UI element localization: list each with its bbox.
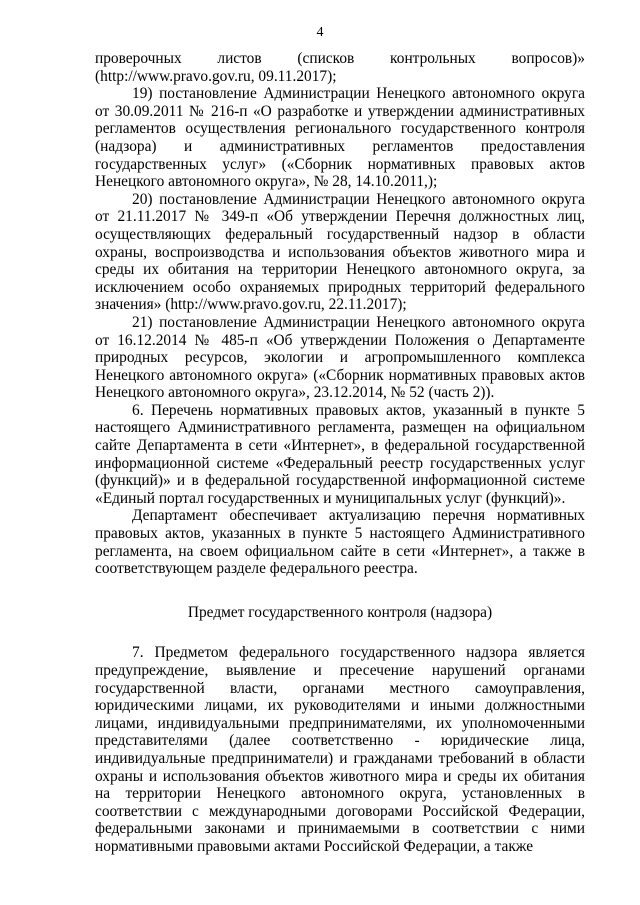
section-heading: Предмет государственного контроля (надзора) <box>187 603 493 621</box>
page-number: 4 <box>316 25 324 40</box>
paragraph-continuation: проверочных листов (списков контрольных вопросов)» (http://www.pravo.gov.ru, 09.11.2017); <box>95 50 585 85</box>
document-body <box>95 50 585 856</box>
list-item-19: 19) постановление Администрации Ненецкого автономного округа от 30.09.2011 № 216-п «О разработке и утверждении административных регламентов осуществления регионального государственного контроля (надзора) и административных регламентов предоставления государственных услуг» («Сборник нормативных правовых актов Ненецкого автономного округа», № 28, 14.10.2011,); <box>95 85 585 191</box>
paragraph-7: 7. Предметом федерального государственного надзора является предупреждение, выявление и пресечение нарушений органами государственной власти, органами местного самоуправления, юридическими лицами, их руководителями и иными должностными лицами, индивидуальными предпринимателями, их уполномоченными представителями (далее соответственно - юридические лица, индивидуальные предприниматели) и гражданами требований в области охраны и использования объектов животного мира и среды их обитания на территории Ненецкого автономного округа, установленных в соответствии с международными договорами Российской Федерации, федеральными законами и принимаемыми в соответствии с ними нормативными правовыми актами Российской Федерации, а также <box>95 644 585 855</box>
paragraph-6: 6. Перечень нормативных правовых актов, указанный в пункте 5 настоящего Административного регламента, размещен на официальном сайте Департамента в сети «Интернет», в федеральной государственной информационной системе «Федеральный реестр государственных услуг (функций)» и в федеральной государственной информационной системе «Единый портал государственных и муниципальных услуг (функций)». <box>95 401 585 507</box>
paragraph-department-updates: Департамент обеспечивает актуализацию перечня нормативных правовых актов, указанных в пункте 5 настоящего Административного регламента, на своем официальном сайте в сети «Интернет», а также в соответствующем разделе федерального реестра. <box>95 507 585 578</box>
list-item-20: 20) постановление Администрации Ненецкого автономного округа от 21.11.2017 № 349-п «Об утверждении Перечня должностных лиц, осуществляющих федеральный государственный надзор в области охраны, воспроизводства и использования объектов животного мира и среды их обитания на территории Ненецкого автономного округа, за исключением особо охраняемых природных территорий федерального значения» (http://www.pravo.gov.ru, 22.11.2017); <box>95 190 585 314</box>
list-item-21: 21) постановление Администрации Ненецкого автономного округа от 16.12.2014 № 485-п «Об утверждении Положения о Департаменте природных ресурсов, экологии и агропромышленного комплекса Ненецкого автономного округа» («Сборник нормативных правовых актов Ненецкого автономного округа», 23.12.2014, № 52 (часть 2)). <box>95 313 585 402</box>
